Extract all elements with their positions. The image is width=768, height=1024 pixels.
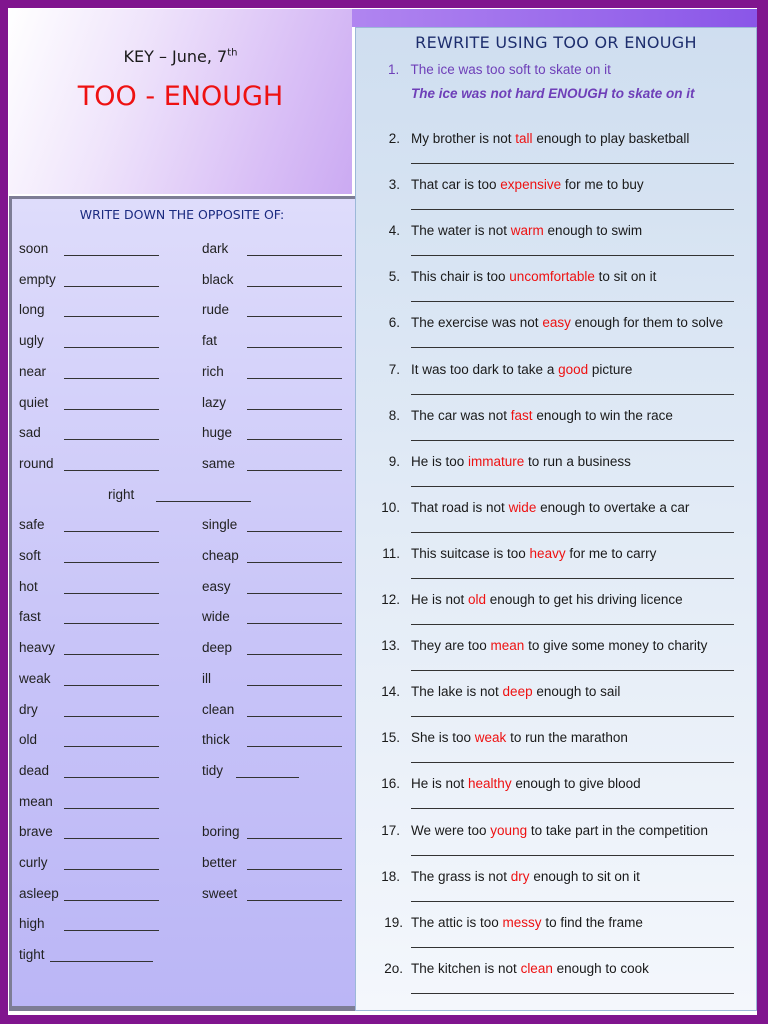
opposite-word: dead <box>19 762 50 778</box>
answer-blank[interactable] <box>247 838 342 839</box>
answer-blank[interactable] <box>64 316 159 317</box>
opposite-word: heavy <box>19 640 56 656</box>
item-number: 12. <box>381 592 400 607</box>
opposite-word: soft <box>19 548 41 563</box>
answer-blank[interactable] <box>247 623 342 624</box>
answer-line[interactable] <box>411 855 734 856</box>
answer-blank[interactable] <box>64 470 159 471</box>
answer-blank[interactable] <box>247 654 342 655</box>
item-number: 2. <box>388 131 400 146</box>
item-sentence <box>411 362 632 377</box>
answer-blank[interactable] <box>247 716 342 717</box>
answer-blank[interactable] <box>64 531 159 532</box>
opposite-word: near <box>19 363 47 379</box>
sentence-end: for me to carry <box>565 545 657 561</box>
opposite-word: dark <box>202 241 229 256</box>
sentence-start: We were too <box>411 822 491 838</box>
answer-blank[interactable] <box>64 685 159 686</box>
sentence-start: This chair is too <box>411 269 510 285</box>
sentence-end: enough to win the race <box>532 407 673 423</box>
item-number: 18. <box>381 868 400 884</box>
item-sentence <box>411 223 642 238</box>
sentence-start: She is too <box>411 730 475 746</box>
opposite-word: huge <box>202 425 233 441</box>
opposite-word: empty <box>19 271 56 287</box>
answer-line[interactable] <box>411 163 734 164</box>
answer-line[interactable] <box>411 670 734 671</box>
opposite-word: curly <box>19 855 48 870</box>
sentence-end: enough to swim <box>543 223 643 239</box>
answer-blank[interactable] <box>64 623 159 624</box>
answer-blank[interactable] <box>64 777 159 778</box>
item-number: 15. <box>381 730 400 746</box>
answer-blank[interactable] <box>247 900 342 901</box>
item-number: 10. <box>381 499 400 515</box>
key-word: clean <box>520 960 553 976</box>
sentence-end: to run the marathon <box>506 730 628 746</box>
answer-blank[interactable] <box>64 255 159 256</box>
item-sentence <box>411 776 641 791</box>
opposite-word: sweet <box>202 885 238 901</box>
sentence-start: He is not <box>411 776 469 792</box>
sentence-end: to run a business <box>524 453 631 469</box>
key-word: easy <box>542 315 571 331</box>
answer-blank[interactable] <box>247 255 342 256</box>
opposite-word: boring <box>202 824 240 840</box>
item-number: 16. <box>381 776 400 792</box>
opposite-word: ill <box>202 670 211 686</box>
sentence-start: That car is too <box>411 177 501 193</box>
opposites-heading: WRITE DOWN THE OPPOSITE OF: <box>79 207 285 222</box>
key-word: expensive <box>500 177 562 193</box>
key-word: old <box>468 592 487 607</box>
opposite-word: tight <box>19 947 45 963</box>
sentence-end: enough for them to solve <box>570 315 724 331</box>
opposite-word: right <box>108 486 135 502</box>
answer-blank[interactable] <box>247 316 342 317</box>
opposite-word: fast <box>19 609 41 625</box>
answer-blank[interactable] <box>64 808 159 809</box>
item-sentence <box>411 454 631 469</box>
key-word: immature <box>468 453 525 469</box>
key-word: uncomfortable <box>509 269 595 285</box>
opposite-word: brave <box>19 824 53 840</box>
answer-blank[interactable] <box>236 777 299 778</box>
opposite-word: rude <box>202 302 230 318</box>
answer-blank[interactable] <box>64 378 159 379</box>
sentence-end: enough to give blood <box>511 776 641 792</box>
sentence-start: He is not <box>411 592 469 607</box>
answer-line[interactable] <box>411 255 734 256</box>
key-word: healthy <box>468 776 512 792</box>
opposite-word: black <box>202 271 234 287</box>
answer-blank[interactable] <box>64 286 159 287</box>
answer-line[interactable] <box>411 624 734 625</box>
item-sentence <box>411 684 620 699</box>
item-number: 11. <box>382 545 400 561</box>
item-number: 4. <box>388 223 400 239</box>
key-word: warm <box>510 223 544 239</box>
item-sentence <box>411 315 723 330</box>
item-sentence <box>411 592 683 607</box>
opposite-word: rich <box>202 363 224 379</box>
answer-line[interactable] <box>411 532 734 533</box>
example-sentence: 1. The ice was too soft to skate on it <box>388 62 611 77</box>
sentence-start: He is too <box>411 453 469 469</box>
opposite-word: ugly <box>19 333 44 349</box>
opposite-word: safe <box>19 517 45 533</box>
opposite-word: asleep <box>19 885 59 901</box>
item-sentence <box>411 961 649 976</box>
item-sentence <box>411 823 708 838</box>
answer-blank[interactable] <box>64 409 159 410</box>
opposite-word: quiet <box>19 394 49 410</box>
opposite-word: fat <box>202 333 218 349</box>
key-word: deep <box>502 684 533 700</box>
answer-line[interactable] <box>411 993 734 994</box>
item-number: 6. <box>388 315 400 331</box>
answer-line[interactable] <box>411 440 734 441</box>
sentence-end: enough to sail <box>532 684 621 700</box>
opposite-word: wide <box>202 609 230 625</box>
sentence-end: picture <box>588 361 633 377</box>
item-number: 19. <box>384 914 403 930</box>
opposite-word: easy <box>202 578 231 594</box>
item-number: 2o. <box>384 960 403 976</box>
sentence-start: The water is not <box>411 223 511 239</box>
opposite-word: same <box>202 455 236 471</box>
answer-blank[interactable] <box>64 593 159 594</box>
answer-line[interactable] <box>411 394 734 395</box>
opposite-word: soon <box>19 241 49 256</box>
answer-blank[interactable] <box>64 347 159 348</box>
example-answer: The ice was not hard ENOUGH to skate on it <box>411 86 695 101</box>
title-box <box>9 9 352 194</box>
key-word: tall <box>515 131 533 146</box>
answer-blank[interactable] <box>247 562 342 563</box>
sentence-start: The lake is not <box>411 684 503 700</box>
answer-blank[interactable] <box>247 286 342 287</box>
opposite-word: dry <box>19 701 38 717</box>
answer-blank[interactable] <box>64 930 159 931</box>
answer-blank[interactable] <box>64 562 159 563</box>
sentence-end: enough to play basketball <box>532 131 690 146</box>
answer-line[interactable] <box>411 578 734 579</box>
opposite-word: clean <box>202 701 235 717</box>
item-sentence <box>411 915 643 930</box>
item-sentence <box>411 408 673 423</box>
opposite-word: sad <box>19 425 41 441</box>
opposite-word: thick <box>202 732 230 748</box>
opposite-word: cheap <box>202 548 239 563</box>
item-number: 8. <box>388 407 400 423</box>
answer-line[interactable] <box>411 347 734 348</box>
answer-blank[interactable] <box>64 439 159 440</box>
opposite-word: lazy <box>202 394 227 410</box>
opposites-panel <box>9 196 361 1011</box>
answer-blank[interactable] <box>64 654 159 655</box>
sentence-end: to give some money to charity <box>524 638 708 654</box>
sentence-end: enough to cook <box>552 960 649 976</box>
sentence-start: My brother is not <box>411 131 516 146</box>
answer-blank[interactable] <box>64 716 159 717</box>
answer-blank[interactable] <box>64 746 159 747</box>
key-word: good <box>558 361 589 377</box>
key-word: weak <box>474 730 507 746</box>
key-word: heavy <box>529 545 566 561</box>
item-number: 17. <box>381 822 400 838</box>
answer-blank[interactable] <box>50 961 153 962</box>
answer-blank[interactable] <box>247 593 342 594</box>
sentence-start: The attic is too <box>411 914 503 930</box>
item-number: 14. <box>381 684 400 700</box>
key-word: messy <box>502 914 542 930</box>
answer-blank[interactable] <box>247 685 342 686</box>
sentence-end: to sit on it <box>594 269 657 285</box>
item-number: 9. <box>388 453 400 469</box>
answer-blank[interactable] <box>64 869 159 870</box>
item-number: 5. <box>388 269 400 285</box>
opposite-word: hot <box>19 578 38 594</box>
key-word: young <box>490 822 528 838</box>
answer-blank[interactable] <box>247 347 342 348</box>
opposite-word: high <box>19 916 45 932</box>
item-number: 7. <box>388 361 400 377</box>
item-sentence <box>411 177 644 192</box>
answer-blank[interactable] <box>247 439 342 440</box>
sentence-start: The car was not <box>411 407 511 423</box>
item-number: 13. <box>381 638 400 654</box>
sentence-start: The grass is not <box>411 868 511 884</box>
answer-blank[interactable] <box>64 900 159 901</box>
sentence-start: They are too <box>411 638 491 654</box>
sentence-end: for me to buy <box>561 177 644 193</box>
sentence-end: enough to sit on it <box>529 868 640 884</box>
answer-blank[interactable] <box>156 501 251 502</box>
sentence-start: The exercise was not <box>411 315 543 331</box>
answer-line[interactable] <box>411 209 734 210</box>
sentence-end: enough to get his driving licence <box>486 592 683 607</box>
sentence-start: That road is not <box>411 499 509 515</box>
opposite-word: long <box>19 302 45 318</box>
sentence-end: enough to overtake a car <box>536 499 690 515</box>
answer-line[interactable] <box>411 716 734 717</box>
sentence-start: This suitcase is too <box>411 545 530 561</box>
rewrite-panel <box>355 27 757 1011</box>
opposite-word: tidy <box>202 762 224 778</box>
key-word: mean <box>490 638 525 654</box>
sentence-start: It was too dark to take a <box>411 361 559 377</box>
key-word: wide <box>508 499 537 515</box>
opposite-word: deep <box>202 640 233 656</box>
item-sentence <box>411 730 628 745</box>
rewrite-heading: REWRITE USING TOO OR ENOUGH <box>415 33 697 52</box>
key-word: fast <box>510 407 533 423</box>
answer-blank[interactable] <box>64 838 159 839</box>
sentence-end: to find the frame <box>541 914 643 930</box>
answer-line[interactable] <box>411 808 734 809</box>
answer-line[interactable] <box>411 486 734 487</box>
answer-blank[interactable] <box>247 531 342 532</box>
answer-line[interactable] <box>411 901 734 902</box>
key-word: dry <box>510 868 530 884</box>
answer-line[interactable] <box>411 762 734 763</box>
answer-blank[interactable] <box>247 869 342 870</box>
item-sentence <box>411 638 707 653</box>
opposite-word: mean <box>19 793 53 809</box>
answer-line[interactable] <box>411 301 734 302</box>
answer-blank[interactable] <box>247 378 342 379</box>
sentence-end: to take part in the competition <box>527 822 708 838</box>
item-sentence <box>411 500 689 515</box>
key-date: KEY – June, 7th <box>123 47 238 66</box>
opposite-word: better <box>202 855 237 870</box>
answer-blank[interactable] <box>247 746 342 747</box>
answer-line[interactable] <box>411 947 734 948</box>
sentence-start: The kitchen is not <box>411 960 521 976</box>
opposite-word: weak <box>19 670 51 686</box>
opposite-word: old <box>19 732 38 748</box>
opposite-word: round <box>19 455 54 471</box>
item-sentence <box>411 269 656 284</box>
answer-blank[interactable] <box>247 470 342 471</box>
opposite-word: single <box>202 517 238 533</box>
worksheet-title: TOO - ENOUGH <box>77 81 284 112</box>
item-sentence <box>411 546 656 561</box>
answer-blank[interactable] <box>247 409 342 410</box>
item-number: 3. <box>388 177 400 193</box>
item-sentence <box>411 869 640 884</box>
decorative-strip <box>352 9 757 27</box>
item-sentence <box>411 131 689 146</box>
